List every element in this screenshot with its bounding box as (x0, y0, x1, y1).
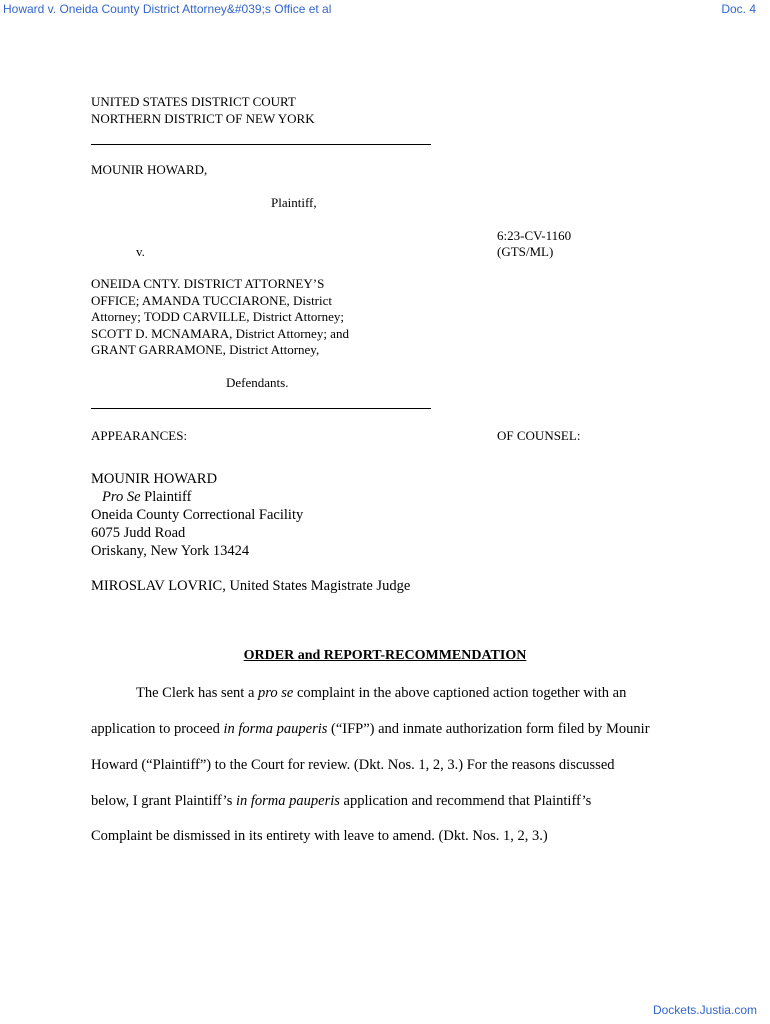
body-line (91, 828, 548, 845)
versus: v. (136, 244, 145, 259)
italic-phrase: in forma pauperis (223, 721, 328, 737)
of-counsel-label: OF COUNSEL: (497, 428, 581, 443)
plaintiff-word: Plaintiff (140, 489, 192, 505)
appearance-city: Oriskany, New York 13424 (91, 543, 250, 559)
text-run: complaint in the above captioned action together with an (293, 685, 627, 701)
appearance-pro-se (102, 488, 191, 506)
body-line (91, 721, 650, 738)
caption-bottom-rule (91, 408, 431, 409)
judge-initials: (GTS/ML) (497, 244, 554, 259)
defendants-line: OFFICE; AMANDA TUCCIARONE, District (91, 292, 333, 308)
text-run: below, I grant Plaintiff’s (91, 793, 236, 809)
judge-line: MIROSLAV LOVRIC, United States Magistrate Judge (91, 578, 411, 594)
order-title: ORDER and REPORT-RECOMMENDATION (243, 648, 527, 663)
text-run: Complaint be dismissed in its entirety with leave to amend. (Dkt. Nos. 1, 2, 3.) (91, 828, 548, 844)
defendants-role: Defendants. (226, 375, 289, 390)
plaintiff-name: MOUNIR HOWARD, (91, 162, 208, 177)
plaintiff-role: Plaintiff, (271, 195, 317, 210)
court-district: NORTHERN DISTRICT OF NEW YORK (91, 110, 315, 126)
italic-phrase: in forma pauperis (235, 793, 340, 809)
defendants-line: Attorney; TODD CARVILLE, District Attorney; (91, 309, 345, 324)
justia-footer-link[interactable]: Dockets.Justia.com (652, 1003, 757, 1017)
text-run: The Clerk has sent a (136, 685, 259, 701)
text-run: application to proceed (91, 721, 224, 737)
appearance-street: 6075 Judd Road (91, 525, 186, 541)
body-line (91, 793, 591, 810)
court-name: UNITED STATES DISTRICT COURT (91, 94, 296, 109)
defendants-line: GRANT GARRAMONE, District Attorney, (91, 342, 320, 357)
pro-se-italic: Pro Se (102, 489, 141, 505)
body-line (136, 685, 626, 702)
appearance-facility: Oneida County Correctional Facility (91, 507, 304, 523)
text-run: (“IFP”) and inmate authorization form filed by Mounir (327, 721, 650, 737)
italic-phrase: pro se (258, 685, 294, 701)
appearance-name: MOUNIR HOWARD (91, 471, 218, 487)
doc-number-link[interactable]: Doc. 4 (721, 2, 756, 16)
caption-top-rule (91, 144, 431, 145)
case-number: 6:23-CV-1160 (497, 228, 572, 243)
case-title-link[interactable]: Howard v. Oneida County District Attorney&#039;s Office et al (3, 2, 332, 16)
body-line (91, 757, 615, 774)
text-run: application and recommend that Plaintiff’s (339, 793, 592, 809)
appearances-label: APPEARANCES: (91, 428, 188, 443)
text-run: Howard (“Plaintiff”) to the Court for review. (Dkt. Nos. 1, 2, 3.) For the reasons discussed (91, 757, 615, 773)
defendants-line: SCOTT D. MCNAMARA, District Attorney; and (91, 325, 349, 341)
defendants-line: ONEIDA CNTY. DISTRICT ATTORNEY’S (91, 276, 325, 291)
